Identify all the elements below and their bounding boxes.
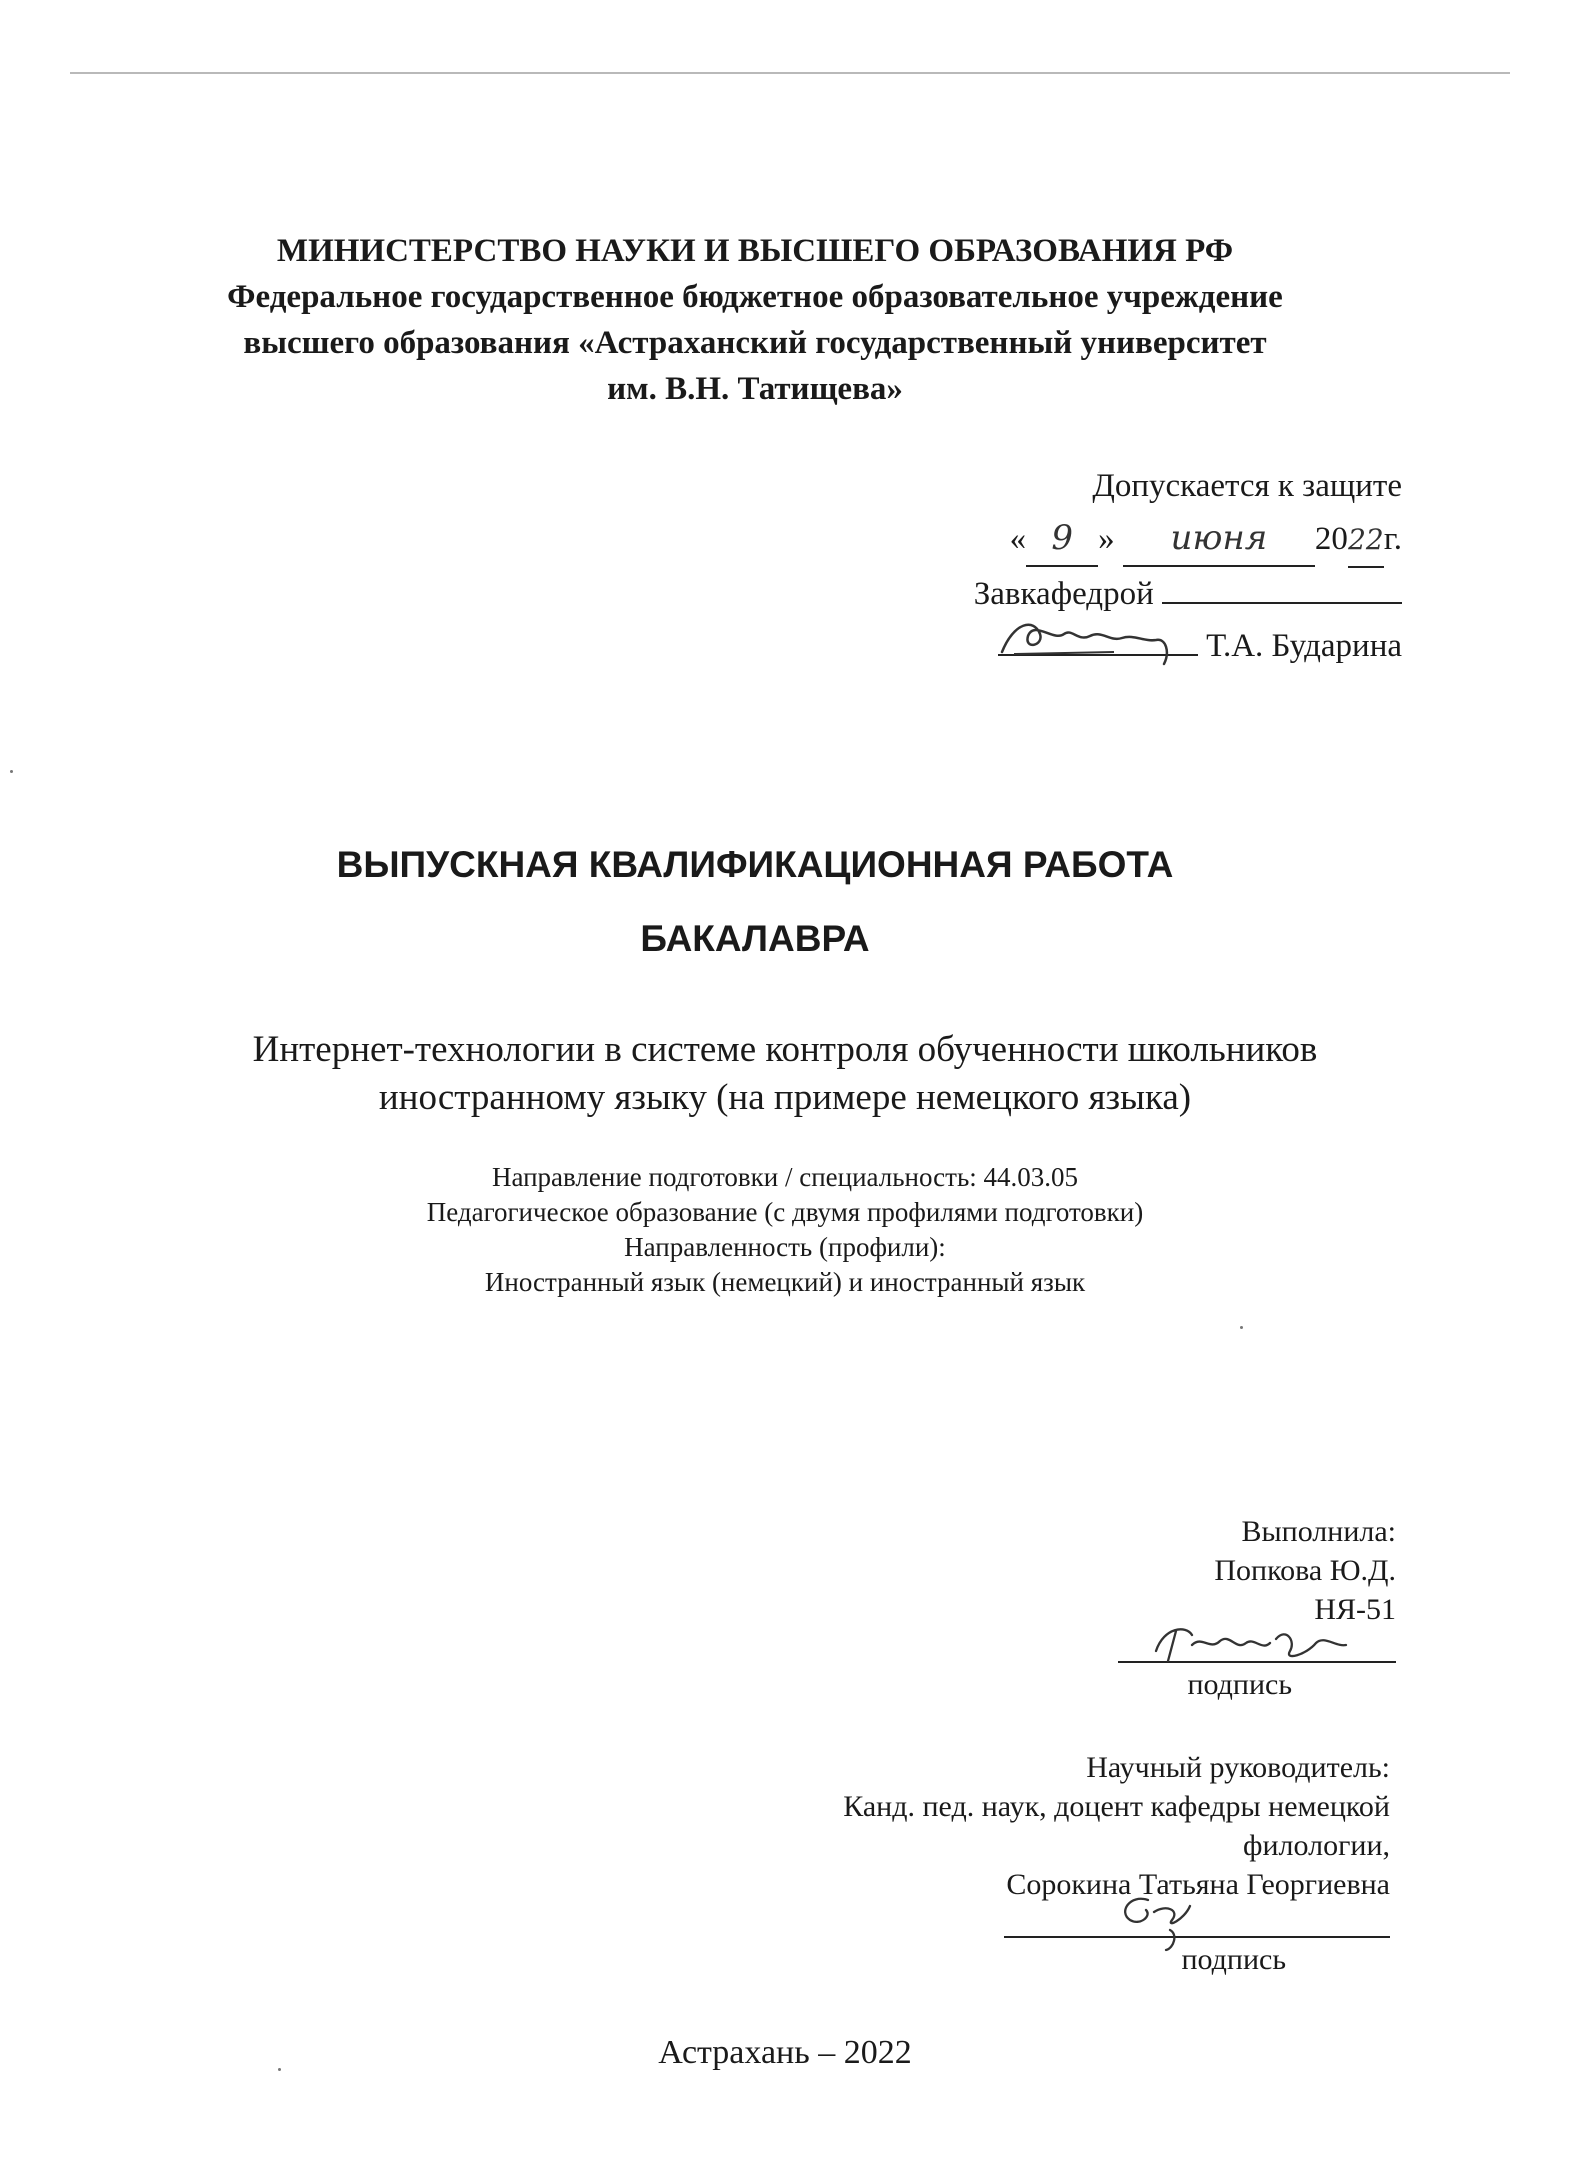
specs-profiles-label: Направленность (профили): bbox=[624, 1232, 946, 1262]
document-title bbox=[200, 828, 1310, 976]
handwritten-signature-icon bbox=[1146, 1621, 1356, 1665]
advisor-signature-line bbox=[690, 1904, 1390, 1940]
date-day-field bbox=[1026, 512, 1098, 567]
date-year-suffix: г. bbox=[1383, 521, 1402, 557]
date-quote-open: « bbox=[1009, 521, 1027, 557]
scan-speck bbox=[10, 770, 13, 773]
student-signature-caption: подпись bbox=[1187, 1668, 1292, 1701]
title-line-work-type: ВЫПУСКНАЯ КВАЛИФИКАЦИОННАЯ РАБОТА bbox=[336, 844, 1174, 885]
scan-edge-line bbox=[70, 72, 1510, 74]
specs-direction: Направление подготовки / специальность: 44.03.05 bbox=[491, 1162, 1079, 1192]
head-signature-blank bbox=[1162, 602, 1402, 604]
specialization-block bbox=[260, 1160, 1310, 1300]
advisor-position-line-1: Канд. пед. наук, доцент кафедры немецкой bbox=[843, 1790, 1390, 1823]
student-group: НЯ-51 bbox=[1314, 1593, 1396, 1626]
handwritten-day: 9 bbox=[1051, 518, 1073, 558]
head-signature-field bbox=[998, 620, 1198, 656]
student-signature-line bbox=[976, 1629, 1396, 1665]
header-line-university: высшего образования «Астраханский государственный университет bbox=[243, 325, 1267, 361]
date-year-field bbox=[1348, 513, 1384, 568]
head-name: Т.А. Бударина bbox=[1206, 628, 1402, 664]
date-month-field bbox=[1123, 512, 1315, 567]
specs-education: Педагогическое образование (с двумя профилями подготовки) bbox=[426, 1197, 1144, 1227]
advisor-position-line-2: филологии, bbox=[1243, 1829, 1390, 1862]
handwritten-signature-icon bbox=[1100, 1890, 1220, 1954]
student-block bbox=[976, 1512, 1396, 1704]
handwritten-month: июня bbox=[1170, 518, 1268, 558]
date-quote-close: » bbox=[1098, 521, 1115, 557]
scan-speck bbox=[1240, 1326, 1243, 1329]
approval-date-line bbox=[842, 512, 1402, 568]
date-year-prefix: 20 bbox=[1314, 521, 1348, 557]
header-line-named-after: им. В.Н. Татищева» bbox=[607, 371, 903, 407]
topic-line-1: Интернет-технологии в системе контроля обученности школьников bbox=[252, 1029, 1318, 1070]
thesis-topic bbox=[140, 1026, 1430, 1122]
head-label: Завкафедрой bbox=[973, 576, 1154, 612]
city-year: Астрахань – 2022 bbox=[658, 2034, 912, 2071]
approval-admitted-text: Допускается к защите bbox=[1092, 468, 1402, 504]
header-line-ministry: МИНИСТЕРСТВО НАУКИ И ВЫСШЕГО ОБРАЗОВАНИЯ РФ bbox=[276, 233, 1234, 269]
defense-approval-block bbox=[842, 460, 1402, 672]
title-line-degree: БАКАЛАВРА bbox=[640, 918, 870, 959]
advisor-block bbox=[690, 1748, 1390, 1979]
header-line-institution-type: Федеральное государственное бюджетное образовательное учреждение bbox=[227, 279, 1283, 315]
handwritten-year: 22 bbox=[1348, 523, 1384, 556]
advisor-signature-caption: подпись bbox=[1181, 1943, 1286, 1976]
handwritten-signature-icon bbox=[994, 612, 1214, 668]
advisor-label: Научный руководитель: bbox=[1086, 1751, 1390, 1784]
advisor-name: Сорокина Татьяна Георгиевна bbox=[1006, 1868, 1390, 1901]
head-signature-row bbox=[842, 620, 1402, 672]
ministry-header bbox=[220, 228, 1290, 412]
topic-line-2: иностранному языку (на примере немецкого языка) bbox=[378, 1077, 1192, 1118]
student-name: Попкова Ю.Д. bbox=[1214, 1554, 1396, 1587]
specs-profiles-value: Иностранный язык (немецкий) и иностранный язык bbox=[484, 1267, 1086, 1297]
student-label: Выполнила: bbox=[1241, 1515, 1396, 1548]
